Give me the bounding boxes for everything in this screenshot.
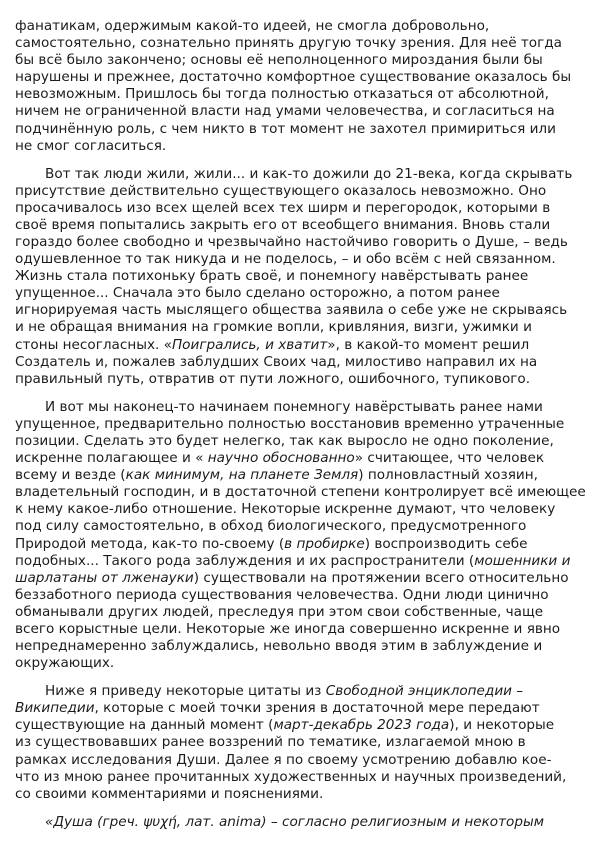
text-run: одушевленное то так никуда и не поделось, – и обо всём с ней связанном. (15, 251, 556, 268)
italic-text: как минимум, на планете Земля (125, 467, 359, 484)
text-line (15, 786, 590, 803)
italic-text: Поигрались, и хватит (171, 336, 328, 353)
text-line (15, 234, 590, 251)
text-run: позиции. Сделать это будет нелегко, так как выросло не одно поколение, (15, 432, 554, 449)
text-line (15, 570, 590, 587)
text-line (15, 251, 590, 268)
text-run: невозможным. Пришлось бы тогда полностью отказаться от абсолютной, (15, 86, 549, 103)
text-run: и не обращая внимания на громкие вопли, кривляния, визги, ужимки и (15, 319, 532, 336)
text-run: не смог согласиться. (15, 137, 167, 154)
text-run: непреднамеренно заблуждались, невольно вводя этим в заблуждение и (15, 638, 543, 655)
text-line (15, 217, 590, 234)
text-run: стоны несогласных. « (15, 336, 172, 353)
text-run: ), и некоторые (449, 717, 555, 734)
text-run: рамках исследования Души. Далее я по своему усмотрению добавлю кое- (15, 751, 552, 768)
text-run: », в какой-то момент решил (327, 336, 530, 353)
text-run: Создатель и, пожалев заблудших Своих чад, милостиво направил их на (15, 353, 538, 370)
paragraph (15, 683, 590, 803)
text-run: присутствие действительно существующего оказалось невозможно. Оно (15, 182, 547, 199)
italic-text: шарлатаны от лженауки (15, 569, 194, 586)
text-line (15, 700, 590, 717)
text-line (15, 587, 590, 604)
text-run: к нему какое-либо отношение. Некоторые искренне думают, что человеку (15, 501, 556, 518)
text-line (15, 752, 590, 769)
text-line (15, 69, 590, 86)
paragraph (15, 166, 590, 388)
text-line (15, 769, 590, 786)
text-run: упущенное, предварительно полностью восстановив временно утраченные (15, 415, 565, 432)
text-run: подчинённую роль, с чем никто в тот момент не захотел примириться или (15, 120, 556, 137)
text-line (15, 518, 590, 535)
text-line (15, 683, 590, 700)
text-line (15, 166, 590, 183)
text-line (15, 285, 590, 302)
text-line (15, 399, 590, 416)
text-run: искренне полагающее и « (15, 450, 208, 467)
text-line (15, 717, 590, 734)
text-run: окружающих. (15, 655, 115, 672)
text-run: существующие на данный момент ( (15, 717, 274, 734)
text-line (15, 734, 590, 751)
text-run: всему и везде ( (15, 467, 126, 484)
text-line (15, 553, 590, 570)
text-line (15, 416, 590, 433)
text-line (15, 604, 590, 621)
text-line (15, 200, 590, 217)
text-run: Природой метода, как-то по-своему ( (15, 535, 285, 552)
text-line (15, 86, 590, 103)
text-line (15, 268, 590, 285)
text-run: подобных... Такого рода заблуждения и их распространители ( (15, 552, 475, 569)
text-line (15, 337, 590, 354)
text-line (15, 371, 590, 388)
text-run: И вот мы наконец-то начинаем понемногу навёрстывать ранее нами (45, 398, 543, 415)
text-run: просачивалось изо всех щелей всех тех ширм и перегородок, которыми в (15, 199, 551, 216)
text-line (15, 121, 590, 138)
text-run: из существовавших ранее воззрений по тематике, излагаемой мною в (15, 734, 526, 751)
text-run: бы всё было закончено; основы её неполноценного мироздания были бы (15, 52, 543, 69)
text-line (15, 638, 590, 655)
paragraph (15, 399, 590, 673)
text-run: » считающее, что человек (354, 450, 545, 467)
text-line (15, 655, 590, 672)
text-run: всего корыстные цели. Некоторые же иногда совершенно искренне и явно (15, 620, 561, 637)
italic-text: Википедии (15, 700, 95, 717)
text-line (15, 319, 590, 336)
text-run: самостоятельно, сознательно принять другую точку зрения. Для неё тогда (15, 35, 562, 52)
italic-text: мошенники и (474, 552, 571, 569)
text-run: обманывали других людей, преследуя при этом свои собственные, чаще (15, 603, 544, 620)
text-line (15, 501, 590, 518)
text-run: со своими комментариями и пояснениями. (15, 785, 324, 802)
text-run: ничем не ограниченной власти над умами человечества, и согласиться на (15, 103, 555, 120)
quote-paragraph (15, 814, 590, 831)
text-line (15, 138, 590, 155)
italic-text: март-декабрь 2023 года (273, 717, 450, 734)
text-line (15, 52, 590, 69)
text-run: что из мною ранее прочитанных художественных и научных произведений, (15, 768, 567, 785)
paragraph (15, 18, 590, 155)
text-run: игнорируемая часть мыслящего общества заявила о себе уже не скрываясь (15, 302, 568, 319)
text-run: владетельный господин, и в достаточной степени контролирует всё имеющее (15, 484, 586, 501)
text-line (15, 467, 590, 484)
text-run: правильный путь, отвратив от пути ложного, ошибочного, тупикового. (15, 370, 531, 387)
text-run: , которые с моей точки зрения в достаточной мере передают (94, 700, 540, 717)
text-run: Жизнь стала потихоньку брать своё, и понемногу навёрстывать ранее (15, 268, 529, 285)
text-run: нарушены и прежнее, достаточно комфортное существование оказалось бы (15, 69, 572, 86)
text-line (15, 433, 590, 450)
text-run: ) полновластный хозяин, (358, 467, 538, 484)
text-run: своё время попытались закрыть его от всеобщего внимания. Вновь стали (15, 216, 551, 233)
text-line (15, 183, 590, 200)
text-line (15, 484, 590, 501)
text-line (15, 302, 590, 319)
text-line (15, 354, 590, 371)
text-line (15, 536, 590, 553)
text-line (15, 814, 590, 831)
italic-text: «Душа (греч. ψυχή, лат. anima) – согласно религиозным и некоторым (45, 813, 544, 830)
italic-text: научно обоснованно (207, 450, 355, 467)
text-run: под силу самостоятельно, в обход биологического, предусмотренного (15, 518, 527, 535)
text-run: беззаботного периода существования человечества. Одни люди цинично (15, 586, 549, 603)
text-line (15, 35, 590, 52)
text-run: упущенное... Сначала это было сделано осторожно, а потом ранее (15, 285, 500, 302)
text-line (15, 621, 590, 638)
text-run: Ниже я приведу некоторые цитаты из (45, 683, 326, 700)
text-line (15, 103, 590, 120)
text-run: ) существовали на протяжении всего относительно (193, 569, 569, 586)
italic-text: Свободной энциклопедии – (325, 683, 524, 700)
text-run: фанатикам, одержимым какой-то идеей, не смогла добровольно, (15, 18, 490, 34)
text-line (15, 18, 590, 35)
text-run: гораздо более свободно и чрезвычайно настойчиво говорить о Душе, – ведь (15, 234, 568, 251)
document-page (15, 18, 590, 842)
text-run: Вот так люди жили, жили... и как-то дожили до 21-века, когда скрывать (45, 165, 573, 182)
text-run: ) воспроизводить себе (364, 535, 528, 552)
italic-text: в пробирке (284, 535, 365, 552)
text-line (15, 450, 590, 467)
